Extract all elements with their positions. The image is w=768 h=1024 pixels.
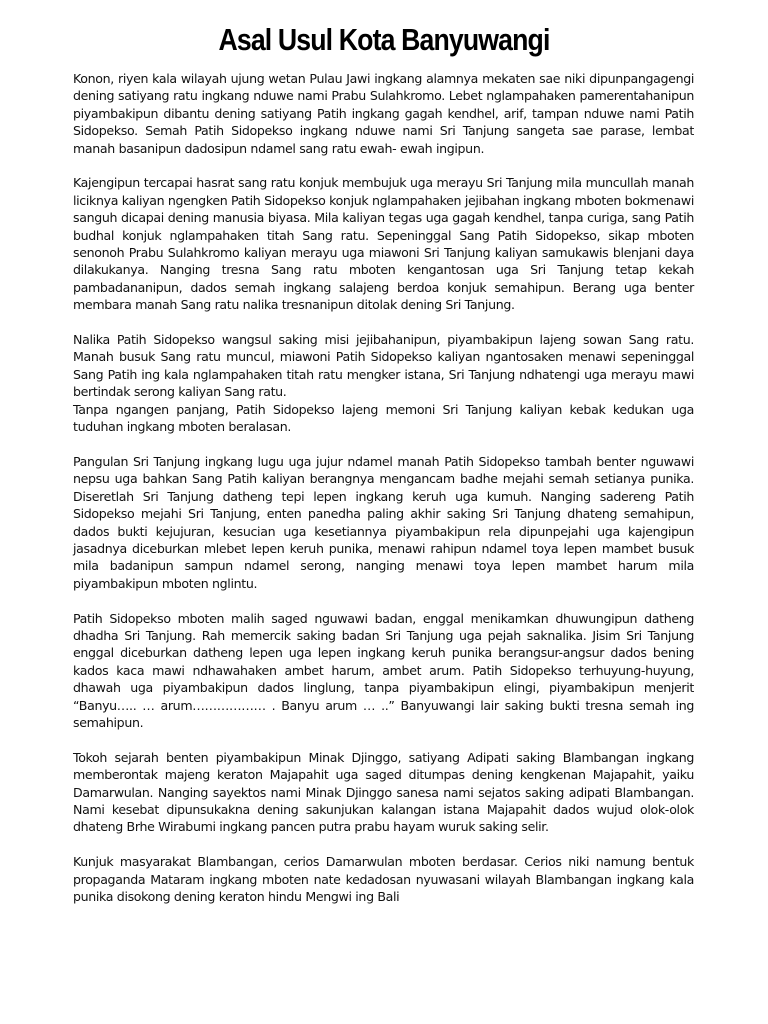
paragraph-1: Konon, riyen kala wilayah ujung wetan Pulau Jawi ingkang alamnya mekaten sae niki dipunpangagengi dening satiyang ratu ingkang nduwe nami Prabu Sulahkromo. Lebet nglampahaken pamerentahanipun piyambakipun dibantu dening satiyang Patih ingkang gagah kendhel, arif, tampan nduwe nami Patih Sidopekso. Semah Patih Sidopekso ingkang nduwe nami Sri Tanjung sangeta sae parase, lembat manah basanipun dadosipun ndamel sang ratu ewah- ewah ingipun. [73,71,694,156]
paragraph-5: Pangulan Sri Tanjung ingkang lugu uga jujur ndamel manah Patih Sidopekso tambah benter nguwawi nepsu uga bahkan Sang Patih kaliyan berangnya mengancam badhe mejahi semah setianya punika. Diseretlah Sri Tanjung datheng tepi lepen ingkang keruh uga kumuh. Nanging sadereng Patih Sidopekso mejahi Sri Tanjung, enten panedha paling akhir saking Sri Tanjung dhateng semahipun, dados bukti kejujuran, kesucian uga kesetiannya piyambakipun rela dipunpejahi uga kajengipun jasadnya diceburkan mlebet lepen keruh punika, menawi rahipun ndamel toya lepen mambet busuk mila badanipun sampun ndamel serong, nanging menawi toya lepen mambet harum mila piyambakipun mboten nglintu. [73,453,694,591]
document-title: Asal Usul Kota Banyuwangi [218,22,550,57]
paragraph-2: Kajengipun tercapai hasrat sang ratu konjuk membujuk uga merayu Sri Tanjung mila muncullah manah liciknya kaliyan ngengken Patih Sidopekso konjuk nglampahaken jejibahan ingkang mboten bokmenawi sanguh dicapai dening manusia biyasa. Mila kaliyan tegas uga gagah kendhel, tanpa curiga, sang Patih budhal konjuk nglampahaken titah Sang ratu. Sepeninggal Sang Patih Sidopekso, sikap mboten senonoh Prabu Sulahkromo kaliyan merayu uga miawoni Sri Tanjung kaliyan samukawis blenjani daya dilakukanya. Nanging tresna Sang ratu mboten kengantosan uga Sri Tanjung tetap kekah pambadananipun, dados semah ingkang salajeng berdoa konjuk semahipun. Berang uga benter membara manah Sang ratu nalika tresnanipun ditolak dening Sri Tanjung. [73,175,694,313]
paragraph-4: Tanpa ngangen panjang, Patih Sidopekso lajeng memoni Sri Tanjung kaliyan kebak kedukan uga tuduhan ingkang mboten beralasan. [73,401,694,435]
document-body [73,70,694,923]
paragraph-3: Nalika Patih Sidopekso wangsul saking misi jejibahanipun, piyambakipun lajeng sowan Sang ratu. Manah busuk Sang ratu muncul, miawoni Patih Sidopekso kaliyan ngantosaken menawi sepeninggal Sang Patih ing kala nglampahaken titah ratu mengker istana, Sri Tanjung ndhatengi uga merayu mawi bertindak serong kaliyan Sang ratu. [73,332,694,400]
paragraph-7: Tokoh sejarah benten piyambakipun Minak Djinggo, satiyang Adipati saking Blambangan ingkang memberontak majeng keraton Majapahit uga saged ditumpas dening kengkenan Majapahit, yaiku Damarwulan. Nanging sayektos nami Minak Djinggo sanesa nami sejatos saking adipati Blambangan. Nami kesebat dipunsukakna dening sakunjukan kalangan istana Majapahit dados wujud olok-olok dhateng Brhe Wirabumi ingkang pancen putra prabu hayam wuruk saking selir. [73,749,694,835]
paragraph-6: Patih Sidopekso mboten malih saged nguwawi badan, enggal menikamkan dhuwungipun datheng dhadha Sri Tanjung. Rah memercik saking badan Sri Tanjung uga pejah saknalika. Jisim Sri Tanjung enggal diceburkan datheng lepen uga lepen ingkang keruh punika berangsur-angsur dados bening kados kaca mawi ndhawahaken ambet harum, ambet arum. Patih Sidopekso terhuyung-huyung, dhawah uga piyambakipun dados linglung, tanpa piyambakipun elingi, piyambakipun menjerit “Banyu….. … arum……………… . Banyu arum … ..” Banyuwangi lair saking bukti tresna semah ing semahipun. [73,610,694,730]
paragraph-8: Kunjuk masyarakat Blambangan, cerios Damarwulan mboten berdasar. Cerios niki namung bentuk propaganda Mataram ingkang mboten nate kedadosan nyuwasani wilayah Blambangan ingkang kala punika disokong dening keraton hindu Mengwi ing Bali [73,854,694,904]
